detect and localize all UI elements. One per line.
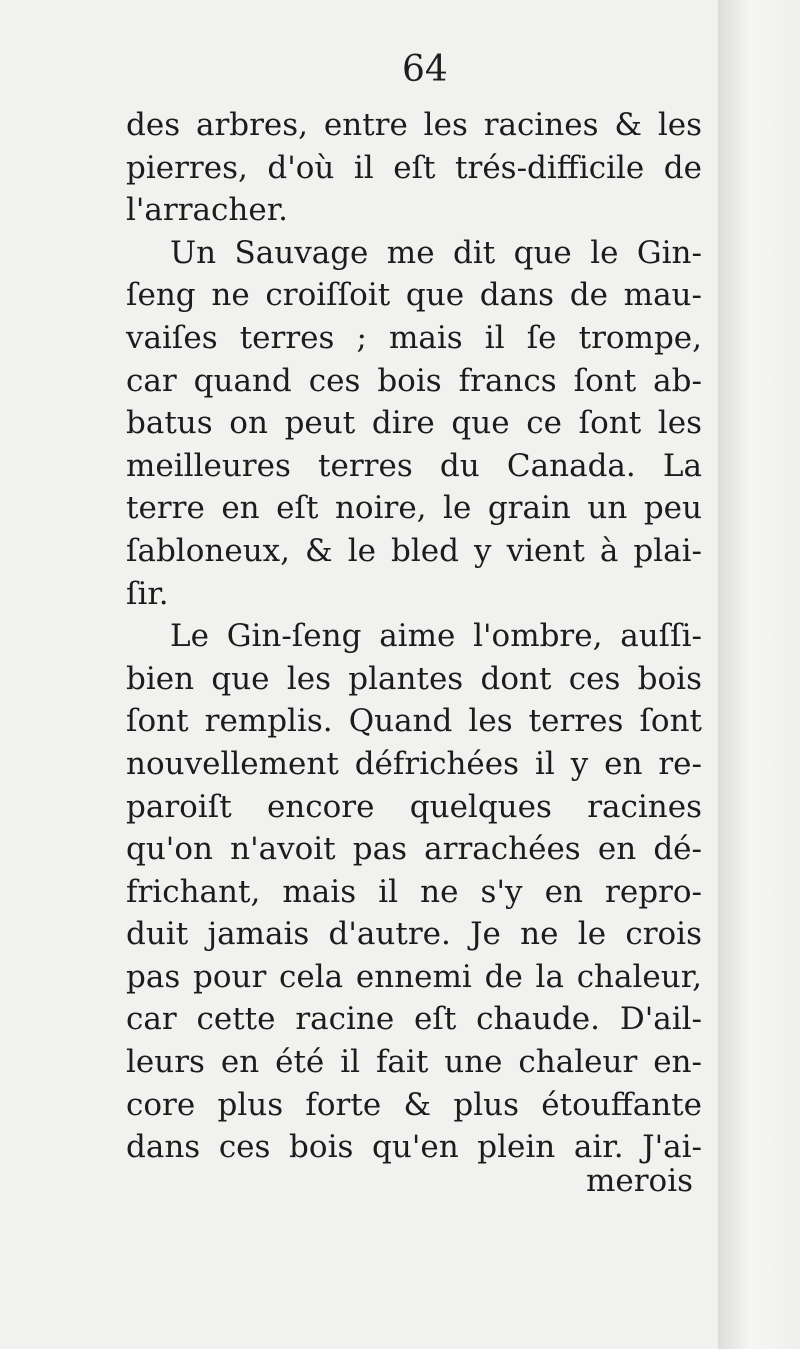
text-line: vaiſes terres ; mais il ſe trompe,	[126, 319, 702, 356]
text-line: car cette racine eſt chaude. D'ail-	[126, 1001, 702, 1038]
text-line: leurs en été il fait une chaleur en-	[126, 1044, 702, 1081]
text-line: qu'on n'avoit pas arrachées en dé-	[126, 831, 702, 868]
page-number: 64	[402, 49, 448, 90]
paragraph-start-line: Un Sauvage me dit que le Gin-	[170, 234, 702, 271]
text-line: terre en eſt noire, le grain un peu	[126, 490, 702, 527]
text-line: batus on peut dire que ce ſont les	[126, 405, 702, 442]
text-line: bien que les plantes dont ces bois	[126, 660, 702, 697]
text-line: nouvellement défrichées il y en re-	[126, 745, 702, 782]
text-line: dans ces bois qu'en plein air. J'ai-	[126, 1129, 702, 1166]
catchword: merois	[586, 1163, 694, 1199]
body-text	[126, 104, 702, 1169]
text-line: meilleures terres du Canada. La	[126, 447, 702, 484]
text-line: pierres, d'où il eſt trés-difficile de	[126, 149, 702, 186]
paragraph-start-line: Le Gin-ſeng aime l'ombre, auſſi-	[170, 618, 702, 655]
text-line: l'arracher.	[126, 192, 288, 229]
text-line: duit jamais d'autre. Je ne le crois	[126, 916, 702, 953]
page-gutter	[718, 0, 800, 1349]
text-line: ſont remplis. Quand les terres ſont	[126, 703, 702, 740]
text-line: pas pour cela ennemi de la chaleur,	[126, 958, 702, 995]
text-line: paroiſt encore quelques racines	[126, 788, 702, 825]
text-line: core plus forte & plus étouffante	[126, 1086, 702, 1123]
text-line: car quand ces bois francs ſont ab-	[126, 362, 702, 399]
text-line: des arbres, entre les racines & les	[126, 107, 702, 143]
text-line: ſir.	[126, 575, 169, 612]
text-line: ſeng ne croiſſoit que dans de mau-	[126, 277, 702, 314]
text-line: frichant, mais il ne s'y en repro-	[126, 873, 702, 910]
text-line: ſabloneux, & le bled y vient à plai-	[126, 532, 702, 569]
